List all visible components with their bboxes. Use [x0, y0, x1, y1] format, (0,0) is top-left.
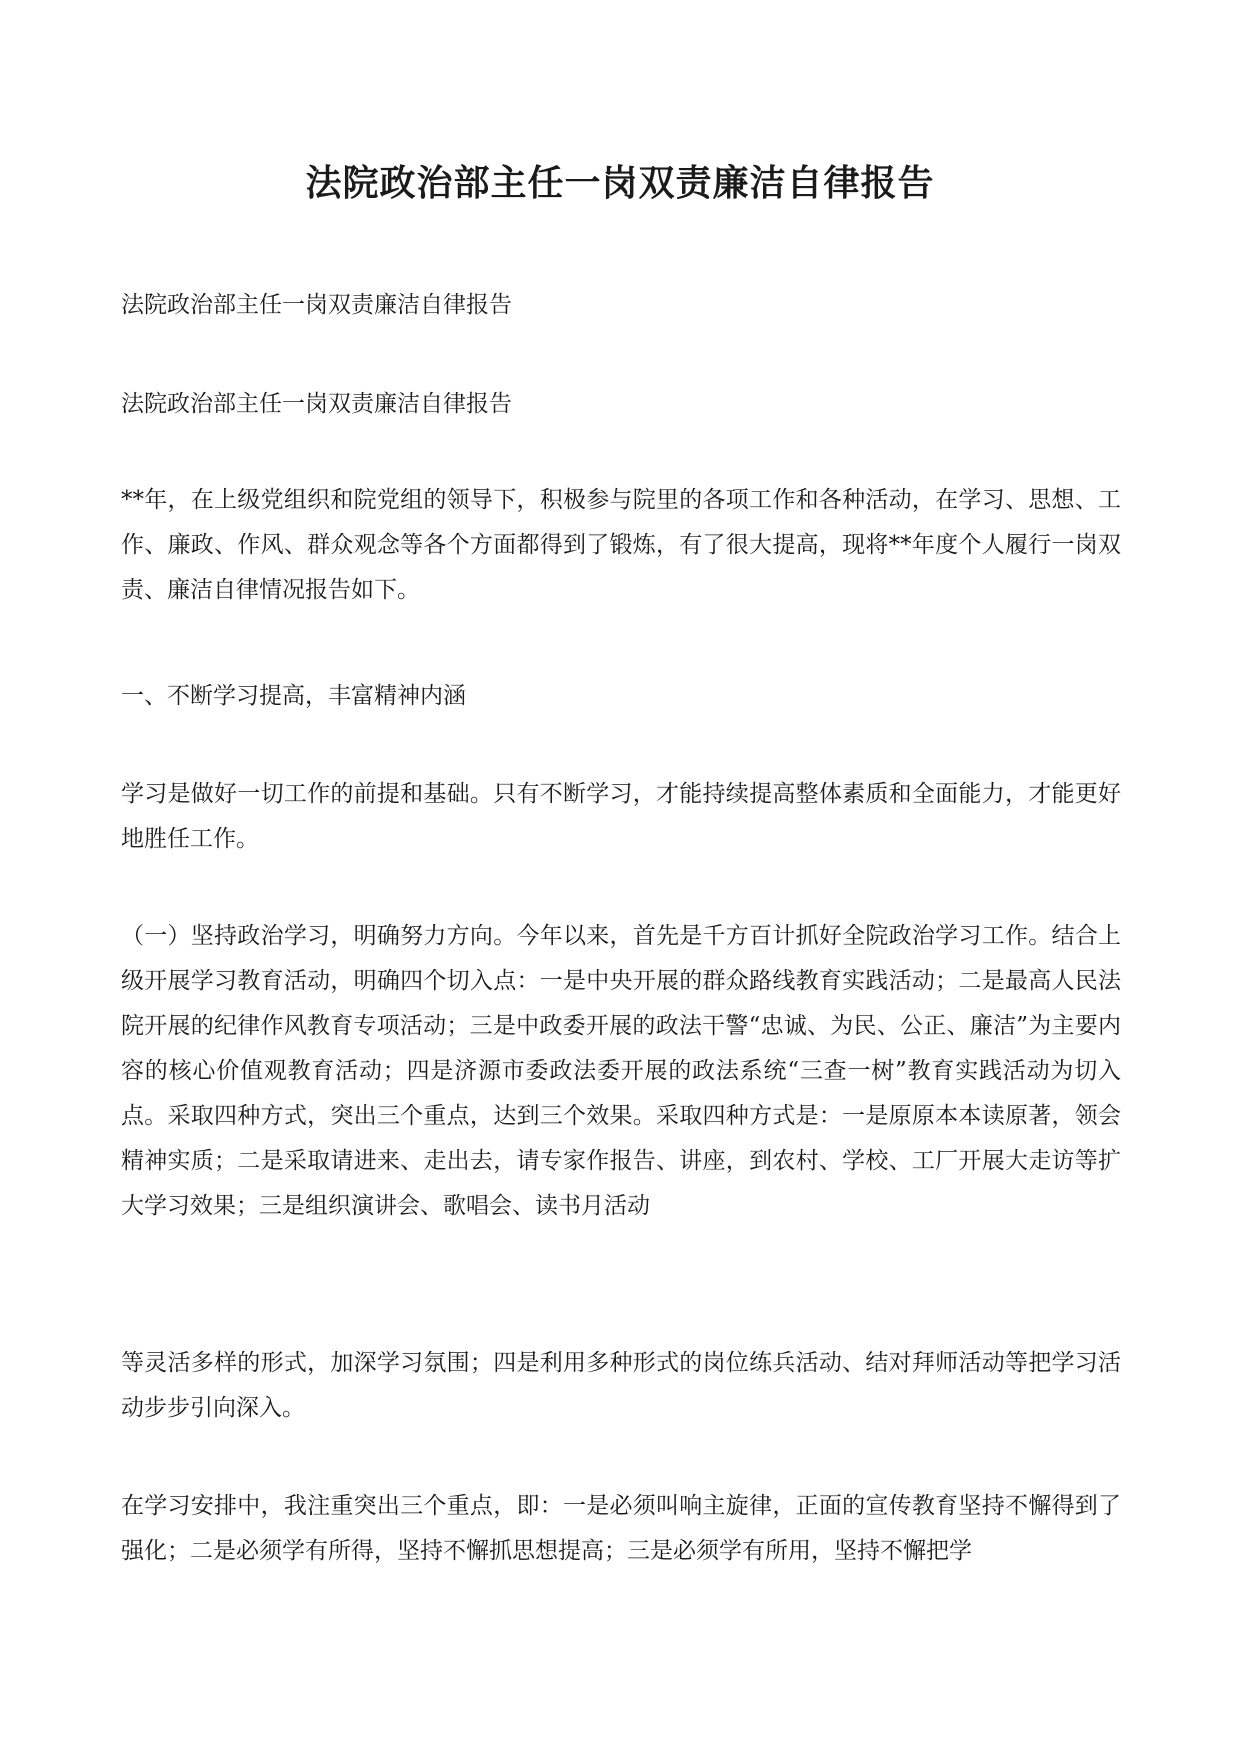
subtitle-line-1: 法院政治部主任一岗双责廉洁自律报告 [121, 292, 512, 318]
document-title: 法院政治部主任一岗双责廉洁自律报告 [305, 162, 935, 204]
section-heading-1: 一、不断学习提高，丰富精神内涵 [121, 683, 466, 709]
section-1-paragraph-3: 等灵活多样的形式，加深学习氛围；四是利用多种形式的岗位练兵活动、结对拜师活动等把学习活动步步引向深入。 [121, 1350, 1121, 1421]
section-1-paragraph-4: 在学习安排中，我注重突出三个重点，即：一是必须叫响主旋律，正面的宣传教育坚持不懈得到了强化；二是必须学有所得，坚持不懈抓思想提高；三是必须学有所用，坚持不懈把学 [121, 1493, 1121, 1564]
intro-paragraph: **年，在上级党组织和院党组的领导下，积极参与院里的各项工作和各种活动，在学习、思想、工作、廉政、作风、群众观念等各个方面都得到了锻炼，有了很大提高，现将**年度个人履行一岗双责、廉洁自律情况报告如下。 [121, 487, 1121, 603]
subtitle-line-2: 法院政治部主任一岗双责廉洁自律报告 [121, 391, 512, 417]
section-1-paragraph-1: 学习是做好一切工作的前提和基础。只有不断学习，才能持续提高整体素质和全面能力，才能更好地胜任工作。 [121, 781, 1121, 852]
section-1-paragraph-2: （一）坚持政治学习，明确努力方向。今年以来，首先是千方百计抓好全院政治学习工作。结合上级开展学习教育活动，明确四个切入点：一是中央开展的群众路线教育实践活动；二是最高人民法院开展的纪律作风教育专项活动；三是中政委开展的政法干警“忠诚、为民、公正、廉洁”为主要内容的核心价值观教育活动；四是济源市委政法委开展的政法系统“三查一树”教育实践活动为切入点。采取四种方式，突出三个重点，达到三个效果。采取四种方式是：一是原原本本读原著，领会精神实质；二是采取请进来、走出去，请专家作报告、讲座，到农村、学校、工厂开展大走访等扩大学习效果；三是组织演讲会、歌唱会、读书月活动 [121, 923, 1121, 1219]
